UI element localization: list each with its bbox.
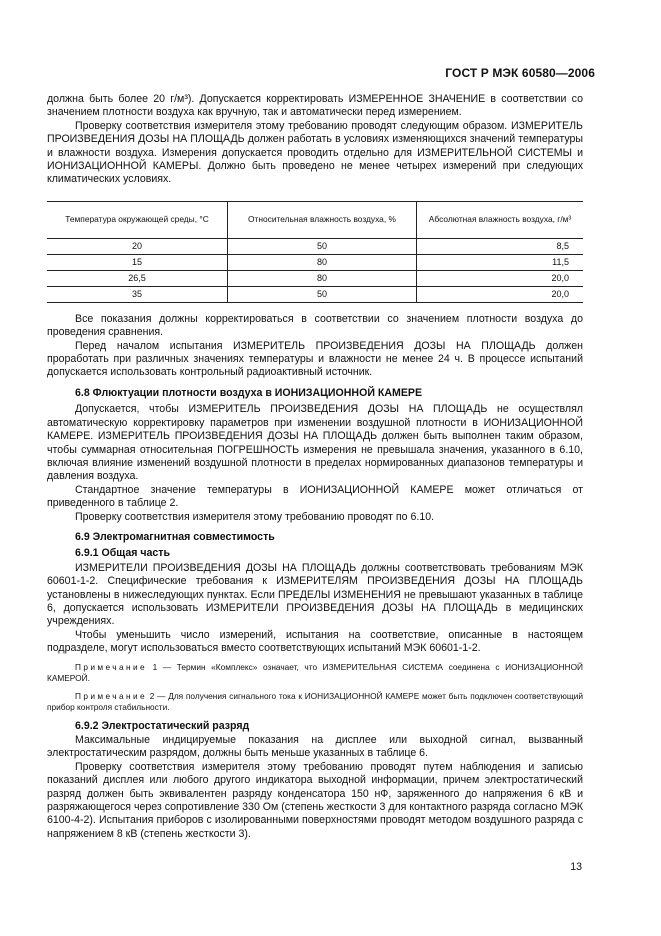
table-row: [47, 270, 583, 286]
cell-temperature: 35: [47, 286, 228, 302]
cell-absolute-humidity: 11,5: [417, 254, 584, 270]
climate-conditions-table: [47, 201, 583, 303]
note-label: Примечание: [75, 661, 148, 672]
cell-relative-humidity: 80: [228, 270, 417, 286]
cell-relative-humidity: 50: [228, 286, 417, 302]
paragraph: Проверку соответствия измерителя этому требованию проводят путем наблюдения и записью показаний дисплея или любого другого индикатора выходной информации, причем электростатический разряд должен быть эквивалентен разряду конденсатора 150 нФ, заряженного до напряжения 6 кВ и разряжающегося через сопротивление 330 Ом (степень жесткости 3 для контактного разряда согласно МЭК 6100-4-2). Испытания приборов с изолированными поверхностями проводят методом воздушного разряда с напряжением 8 кВ (степень жесткости 3).: [47, 760, 583, 840]
standard-code: ГОСТ Р МЭК 60580—2006: [445, 66, 595, 80]
subsection-heading-6-9-2: 6.9.2 Электростатический разряд: [75, 719, 250, 732]
table-header-row: [47, 201, 583, 238]
note-text: 1 — Термин «Комплекс» означает, что ИЗМЕРИТЕЛЬНАЯ СИСТЕМА соединена с ИОНИЗАЦИОННОЙ КАМЕРОЙ.: [47, 661, 583, 684]
section-heading-6-8: 6.8 Флюктуации плотности воздуха в ИОНИЗАЦИОННОЙ КАМЕРЕ: [75, 386, 423, 399]
table-row: [47, 238, 583, 254]
paragraph: Максимальные индицируемые показания на дисплее или выходной сигнал, вызванный электростатическим разрядом, должны быть меньше указанных в таблице 6.: [47, 734, 583, 760]
header-relative-humidity: Относительная влажность воздуха, %: [228, 201, 417, 238]
paragraph: Перед началом испытания ИЗМЕРИТЕЛЬ ПРОИЗВЕДЕНИЯ ДОЗЫ НА ПЛОЩАДЬ должен проработать при различных значениях температуры и влажности не менее 24 ч. В процессе испытаний допускается использовать контрольный радиоактивный источник.: [47, 339, 583, 379]
note-label: Примечание: [75, 690, 148, 701]
section-heading-6-9: 6.9 Электромагнитная совместимость: [75, 530, 275, 543]
paragraph: должна быть более 20 г/м³). Допускается корректировать ИЗМЕРЕННОЕ ЗНАЧЕНИЕ в соответствии со значением плотности воздуха как вручную, так и автоматически перед измерением.: [47, 93, 583, 119]
paragraph: Все показания должны корректироваться в соответствии со значением плотности воздуха до проведения сравнения.: [47, 312, 583, 339]
paragraph: Проверку соответствия измерителя этому требованию проводят по 6.10.: [75, 510, 435, 523]
header-temperature: Температура окружающей среды, °С: [47, 201, 228, 238]
cell-relative-humidity: 80: [228, 254, 417, 270]
table-row: [47, 254, 583, 270]
cell-relative-humidity: 50: [228, 238, 417, 254]
subsection-heading-6-9-1: 6.9.1 Общая часть: [75, 547, 171, 560]
cell-absolute-humidity: 20,0: [417, 286, 584, 302]
note-text: 2 — Для получения сигнального тока к ИОНИЗАЦИОННОЙ КАМЕРЕ может быть подключен соответствующий прибор контроля стабильности.: [47, 690, 583, 713]
cell-temperature: 20: [47, 238, 228, 254]
paragraph: Чтобы уменьшить число измерений, испытания на соответствие, описанные в настоящем подразделе, могут использоваться вместо соответствующих испытаний МЭК 60601-1-2.: [47, 628, 583, 655]
header-absolute-humidity: Абсолютная влажность воздуха, г/м³: [417, 201, 584, 238]
note-2: [47, 691, 583, 714]
cell-absolute-humidity: 8,5: [417, 238, 584, 254]
page-number: 13: [570, 861, 582, 873]
cell-temperature: 15: [47, 254, 228, 270]
paragraph: Стандартное значение температуры в ИОНИЗАЦИОННОЙ КАМЕРЕ может отличаться от приведенного в таблице 2.: [47, 483, 583, 510]
document-body: [47, 93, 583, 841]
paragraph: ИЗМЕРИТЕЛИ ПРОИЗВЕДЕНИЯ ДОЗЫ НА ПЛОЩАДЬ должны соответствовать требованиям МЭК 60601-1-2. Специфические требования к ИЗМЕРИТЕЛЯМ ПРОИЗВЕДЕНИЯ ДОЗЫ НА ПЛОЩАДЬ установлены в нижеследующих пунктах. Если ПРЕДЕЛЫ ИЗМЕНЕНИЯ не превышают указанных в таблице 6, допускается использовать ИЗМЕРИТЕЛИ ПРОИЗВЕДЕНИЯ ДОЗЫ НА ПЛОЩАДЬ в медицинских учреждениях.: [47, 561, 583, 628]
paragraph: Проверку соответствия измерителя этому требованию проводят следующим образом. ИЗМЕРИТЕЛЬ ПРОИЗВЕДЕНИЯ ДОЗЫ НА ПЛОЩАДЬ должен работать в условиях изменяющихся значений температуры и влажности воздуха. Измерения допускается проводить отдельно для ИЗМЕРИТЕЛЬНОЙ СИСТЕМЫ и ИОНИЗАЦИОННОЙ КАМЕРЫ. Должно быть проведено не менее четырех измерений при следующих климатических условиях.: [47, 119, 583, 186]
cell-temperature: 26,5: [47, 270, 228, 286]
table-row: [47, 286, 583, 302]
cell-absolute-humidity: 20,0: [417, 270, 584, 286]
paragraph: Допускается, чтобы ИЗМЕРИТЕЛЬ ПРОИЗВЕДЕНИЯ ДОЗЫ НА ПЛОЩАДЬ не осуществлял автоматическую корректировку параметров при изменении воздушной плотности в ИОНИЗАЦИОННОЙ КАМЕРЕ. ИЗМЕРИТЕЛЬ ПРОИЗВЕДЕНИЯ ДОЗЫ НА ПЛОЩАДЬ должен быть выполнен таким образом, чтобы суммарная относительная ПОГРЕШНОСТЬ измерения не превышала значения, указанного в 6.10, включая влияние изменений воздушной плотности в пределах нормированных диапазонов температуры и давления воздуха.: [47, 403, 583, 483]
note-1: [47, 662, 583, 685]
